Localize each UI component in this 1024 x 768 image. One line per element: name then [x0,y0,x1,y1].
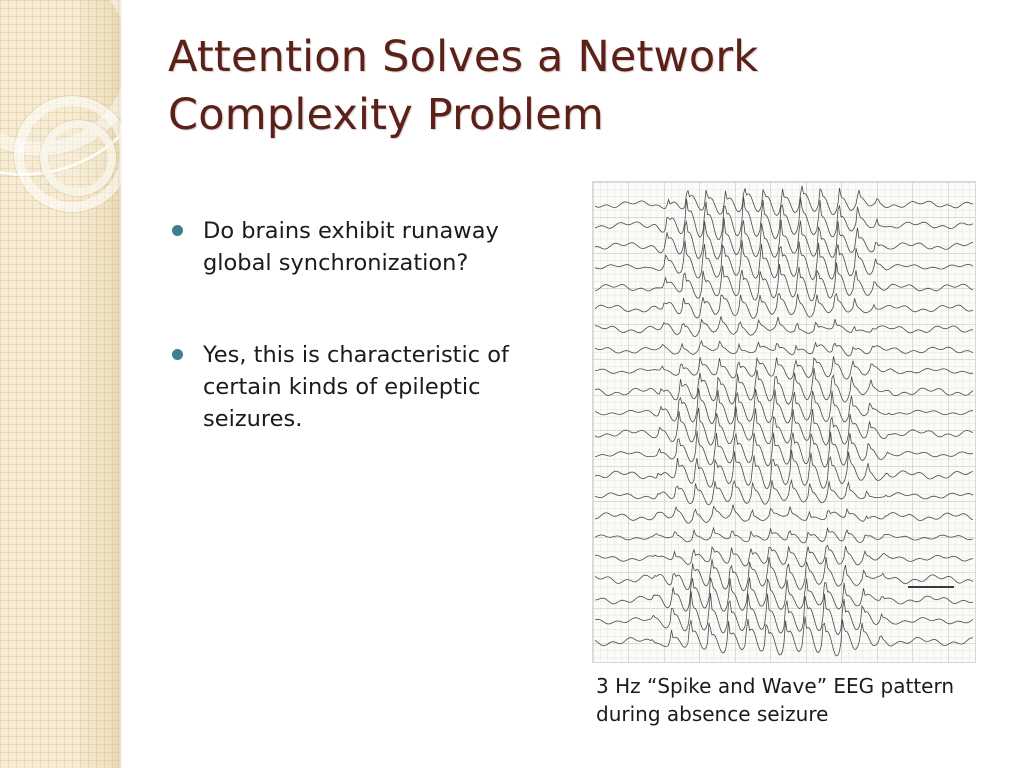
bullet-dot-icon [172,349,183,360]
bullet-text: Yes, this is characteristic of certain kinds of epileptic seizures. [203,341,509,432]
list-item [172,216,544,280]
list-item [172,340,544,436]
figure-caption: 3 Hz “Spike and Wave” EEG pattern during absence seizure [596,674,955,727]
eeg-trace-image [592,181,976,663]
slide-decorative-band [0,0,122,768]
slide-bullet-list [172,216,544,496]
slide-title: Attention Solves a Network Complexity Problem [168,32,759,141]
bullet-text: Do brains exhibit runaway global synchronization? [203,218,499,276]
decorative-ring-small-icon [40,120,116,196]
bullet-dot-icon [172,225,183,236]
band-edge-divider [118,0,122,768]
